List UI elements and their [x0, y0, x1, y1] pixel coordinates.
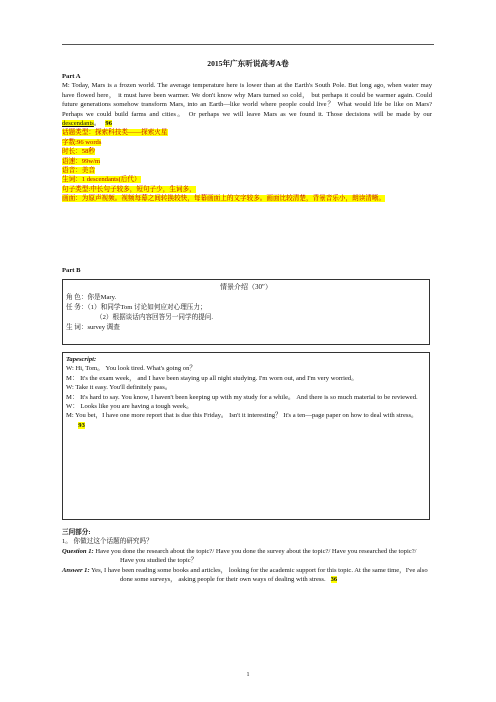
scenario-role [63, 293, 429, 303]
questions-section [62, 528, 432, 584]
part-b-heading: Part B [62, 267, 81, 274]
note-topic: 话题类型：探索科技类——探索火星 [62, 129, 168, 137]
scenario-task [63, 303, 429, 313]
question-1-label: Question 1: [62, 547, 94, 555]
note-words: 字数:96 words [62, 138, 102, 146]
vocab-label: 生 词： [66, 324, 88, 331]
note-speed: 语速：99w/m [62, 157, 101, 165]
part-a-heading: Part A [62, 73, 81, 80]
tapescript-line-2: M： It's the exam week， and I have been staying up all night studying. I'm worn out, and I'm very worried。 [66, 374, 358, 382]
tapescript-line-4: M： It's hard to say. You know, I haven't been keeping up with my study for a while。 And there is so much material to be reviewed. [66, 393, 418, 401]
part-a-passage [62, 81, 432, 128]
tapescript-box [62, 352, 430, 520]
passage-end-punct: 。 [93, 120, 101, 128]
question-1-cn: 1。 你做过这个话题的研究吗？ [62, 538, 153, 546]
role-text: 你是Mary. [87, 294, 117, 301]
scenario-task-2: （2）根据谈话内容回答另一同学的提问. [96, 314, 214, 321]
note-visual: 画面：为原声视频。视频每幕之间转换较快，每幕画面上的文字较多。画面比较清楚，背景音乐小，朗读清晰。 [62, 195, 386, 203]
role-label: 角 色： [66, 294, 88, 301]
tapescript-word-count: 93 [78, 421, 85, 429]
note-duration: 时长：58秒 [62, 148, 95, 156]
task-1: （1）和同学Tom 讨论如何应对心理压力； [87, 304, 207, 311]
task-label: 任 务： [66, 304, 88, 311]
passage-word-count: 96 [105, 120, 112, 128]
answer-1-text: Yes, I have been reading some books and articles， looking for the academic support for this topic. At the same time，I've also done some surveys， asking people for their own ways of dealing with stress. [91, 566, 428, 584]
passage-highlight-word: descendants [62, 120, 94, 128]
tapescript-line-6-text: M: You bet，I have one more report that is due this Friday。 Isn't it interesting？ It's a ten—page paper on how to deal with stress。 [66, 412, 418, 420]
vocab-text: survey 调查 [87, 324, 120, 331]
tapescript-line-1: W: Hi, Tom。 You look tired. What's going on？ [66, 365, 196, 373]
tapescript-label: Tapescript: [66, 356, 97, 363]
page-number: 1 [246, 672, 250, 678]
tapescript-line-3: W: Take it easy. You'll definitely pass。 [66, 384, 172, 392]
page-title: 2015年广东听说高考A卷 [207, 59, 289, 68]
scenario-title: 情景介绍（30″） [220, 283, 272, 291]
answer-1-label: Answer 1: [62, 566, 90, 574]
tapescript-line-5: W： Looks like you are having a tough week。 [66, 403, 193, 411]
questions-heading: 三问部分: [62, 529, 91, 536]
question-1 [62, 547, 432, 566]
answer-1-word-count: 36 [330, 576, 338, 584]
part-a-notes [62, 128, 432, 203]
answer-1 [62, 566, 432, 585]
header-rule [62, 44, 434, 45]
part-a-section [62, 72, 432, 204]
note-accent: 语音：美音 [62, 167, 95, 175]
scenario-vocab [63, 323, 429, 333]
question-1-text: Have you done the research about the topic?/ Have you done the survey about the topic?/ Have you researched the topic?/ Have you studied the topic？ [95, 547, 417, 565]
passage-text: M: Today, Mars is a frozen world. The average temperature here is lower than at the Earth's South Pole. But long ago, when water may have flowed here， it must have been warmer. We don't know why Mars turned so cold， but perhaps it could be warmer again. Could future generations somehow transform Mars, into an Earth—like world where people could live？ What would life be like on Mars? Perhaps we could build farms and cities。 Or perhaps we will leave Mars as we found it. Those decisions will be made by our [62, 82, 432, 118]
tapescript-line-6 [66, 411, 426, 430]
scenario-box [62, 279, 430, 345]
note-new-words: 生词：1 descendants(后代） [62, 176, 141, 184]
note-sentence-type: 句子类型:中长句子较多，短句子少，生词多， [62, 185, 196, 193]
